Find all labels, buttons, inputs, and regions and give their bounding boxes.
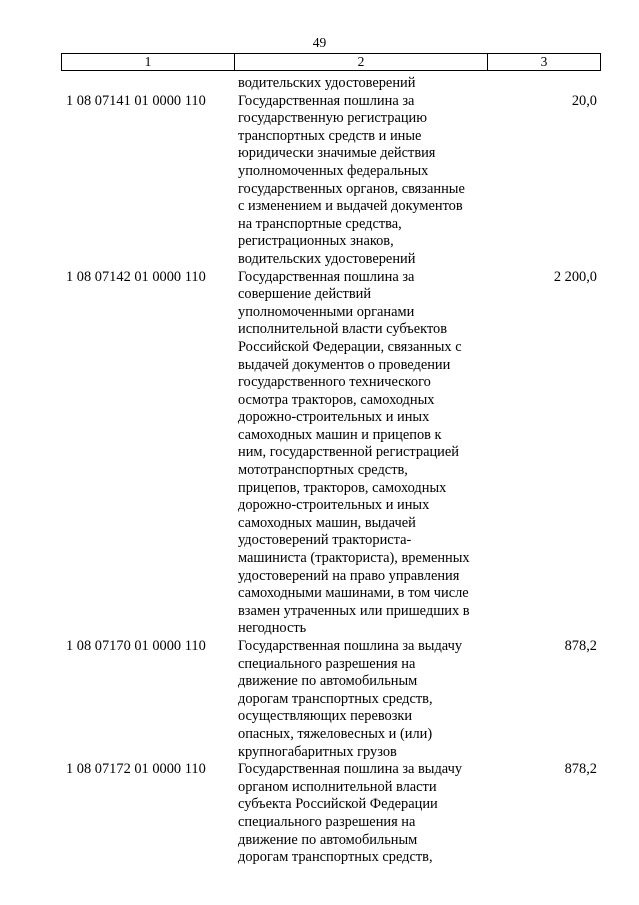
table-row <box>0 93 639 269</box>
description-line: исполнительной власти субъектов <box>238 321 448 338</box>
description-line: специального разрешения на <box>238 655 416 672</box>
rows-container <box>0 93 639 867</box>
budget-classification-code: 1 08 07141 01 0000 110 <box>66 92 206 109</box>
description-line: крупногабаритных грузов <box>238 743 397 760</box>
description-line: государственную регистрацию <box>238 110 427 127</box>
description-line: на транспортные средства, <box>238 215 402 232</box>
description-line: дорожно-строительных и иных <box>238 497 430 514</box>
description-line: дорожно-строительных и иных <box>238 409 430 426</box>
description-line: выдачей документов о проведении <box>238 356 451 373</box>
table-row <box>0 638 639 761</box>
description-line: ним, государственной регистрацией <box>238 444 459 461</box>
table-body <box>0 75 639 867</box>
description-line: Государственная пошлина за <box>238 268 415 285</box>
description-line: самоходных машин, выдачей <box>238 514 416 531</box>
description-line: самоходными машинами, в том числе <box>238 585 469 602</box>
revenue-description <box>238 269 486 638</box>
description-line: осмотра тракторов, самоходных <box>238 391 435 408</box>
description-line: негодность <box>238 620 307 637</box>
table-row <box>0 761 639 867</box>
description-line: движение по автомобильным <box>238 673 418 690</box>
description-line: мототранспортных средств, <box>238 462 408 479</box>
amount-value: 20,0 <box>571 92 597 109</box>
description-line: самоходных машин и прицепов к <box>238 426 442 443</box>
description-line: специального разрешения на <box>238 813 416 830</box>
description-line: дорогам транспортных средств, <box>238 690 433 707</box>
revenue-description <box>238 761 486 867</box>
description-line: юридически значимые действия <box>238 145 436 162</box>
description-line: уполномоченными органами <box>238 303 415 320</box>
description-line: машиниста (тракториста), временных <box>238 550 470 567</box>
description-line: транспортных средств и иные <box>238 127 422 144</box>
budget-classification-code: 1 08 07170 01 0000 110 <box>66 638 206 654</box>
description-line: Государственная пошлина за выдачу <box>238 638 463 654</box>
description-line: движение по автомобильным <box>238 831 418 848</box>
revenue-description <box>238 638 486 761</box>
amount-value: 878,2 <box>564 638 597 654</box>
description-line: Российской Федерации, связанных с <box>238 338 462 355</box>
header-col-2: 2 <box>235 54 488 70</box>
continuation-row <box>0 75 639 93</box>
description-line: дорогам транспортных средств, <box>238 849 433 866</box>
table-row <box>0 269 639 638</box>
table-header <box>61 53 601 71</box>
description-line: взамен утраченных или пришедших в <box>238 602 470 619</box>
budget-classification-code: 1 08 07172 01 0000 110 <box>66 761 206 778</box>
page-number: 49 <box>312 35 327 50</box>
description-line: удостоверений на право управления <box>238 567 460 584</box>
description-line: государственных органов, связанные <box>238 180 465 197</box>
budget-classification-code: 1 08 07142 01 0000 110 <box>66 268 206 285</box>
amount-value: 878,2 <box>564 761 597 778</box>
description-line: Государственная пошлина за выдачу <box>238 761 463 778</box>
description-line: осуществляющих перевозки <box>238 708 413 725</box>
revenue-description <box>238 93 486 269</box>
amount-value: 2 200,0 <box>553 268 597 285</box>
description-line: органом исполнительной власти <box>238 778 437 795</box>
continuation-text: водительских удостоверений <box>238 75 416 91</box>
header-col-1: 1 <box>62 54 235 70</box>
description-line: с изменением и выдачей документов <box>238 198 463 215</box>
description-line: регистрационных знаков, <box>238 233 394 250</box>
description-line: опасных, тяжеловесных и (или) <box>238 725 433 742</box>
description-line: государственного технического <box>238 374 431 391</box>
description-line: прицепов, тракторов, самоходных <box>238 479 447 496</box>
description-line: субъекта Российской Федерации <box>238 796 438 813</box>
description-line: водительских удостоверений <box>238 250 416 267</box>
description-line: совершение действий <box>238 286 372 303</box>
description-line: Государственная пошлина за <box>238 92 415 109</box>
header-col-3: 3 <box>540 54 548 69</box>
description-line: удостоверений тракториста- <box>238 532 412 549</box>
description-line: уполномоченных федеральных <box>238 162 429 179</box>
